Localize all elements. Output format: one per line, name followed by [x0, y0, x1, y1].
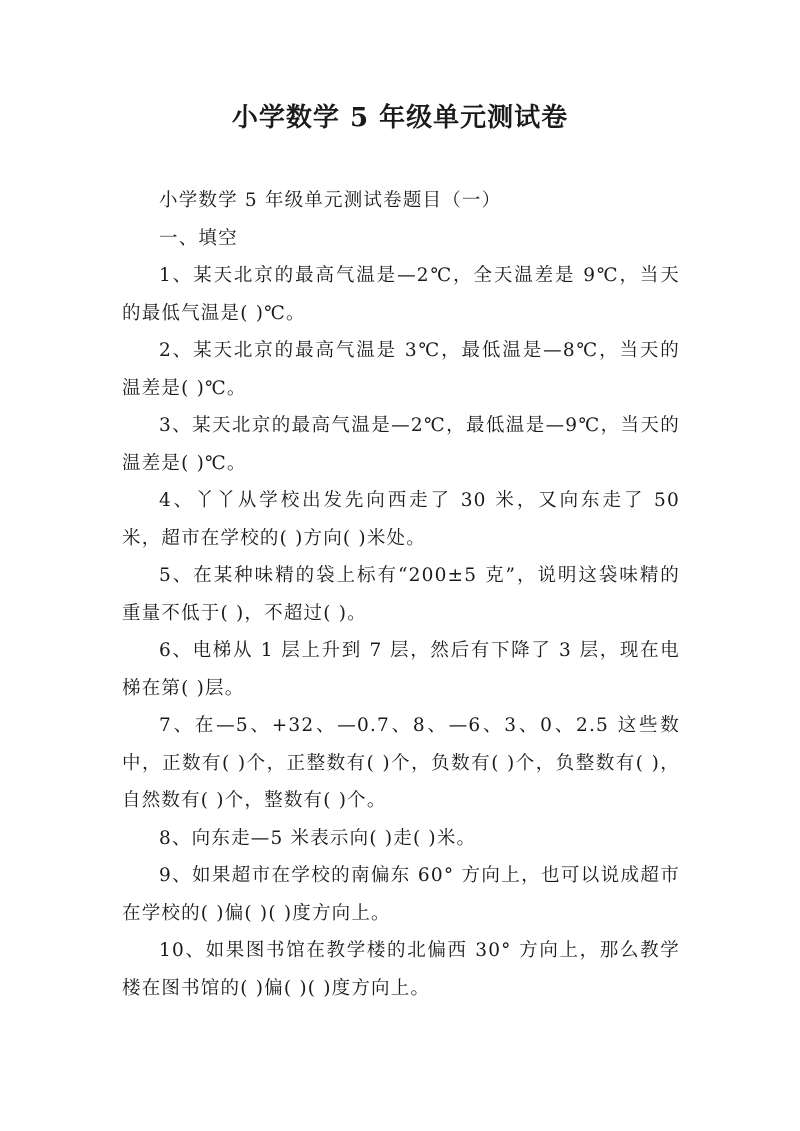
question-1: 1、某天北京的最高气温是—2℃，全天温差是 9℃，当天的最低气温是( )℃。	[122, 265, 680, 324]
question-8: 8、向东走—5 米表示向( )走( )米。	[159, 827, 477, 849]
question-3: 3、某天北京的最高气温是—2℃，最低温是—9℃，当天的温差是( )℃。	[122, 415, 680, 474]
question-10: 10、如果图书馆在教学楼的北偏西 30° 方向上，那么教学楼在图书馆的( )偏( )( )度方向上。	[122, 940, 680, 999]
question-4: 4、丫丫从学校出发先向西走了 30 米，又向东走了 50 米，超市在学校的( )方向( )米处。	[122, 490, 680, 549]
question-7: 7、在—5、+32、—0.7、8、—6、3、0、2.5 这些数中，正数有( )个，正整数有( )个，负数有( )个，负整数有( )，自然数有( )个，整数有( )个。	[122, 715, 680, 811]
document-body	[122, 182, 680, 1007]
question-6: 6、电梯从 1 层上升到 7 层，然后有下降了 3 层，现在电梯在第( )层。	[122, 640, 680, 699]
question-9: 9、如果超市在学校的南偏东 60° 方向上，也可以说成超市在学校的( )偏( )( )度方向上。	[122, 865, 680, 924]
document-title: 小学数学 5 年级单元测试卷	[231, 103, 569, 133]
question-2: 2、某天北京的最高气温是 3℃，最低温是—8℃，当天的温差是( )℃。	[122, 340, 680, 399]
section-heading: 一、填空	[159, 227, 238, 249]
question-5: 5、在某种味精的袋上标有“200±5 克”，说明这袋味精的重量不低于( )，不超过( )。	[122, 565, 680, 624]
document-subtitle: 小学数学 5 年级单元测试卷题目（一）	[159, 190, 502, 211]
